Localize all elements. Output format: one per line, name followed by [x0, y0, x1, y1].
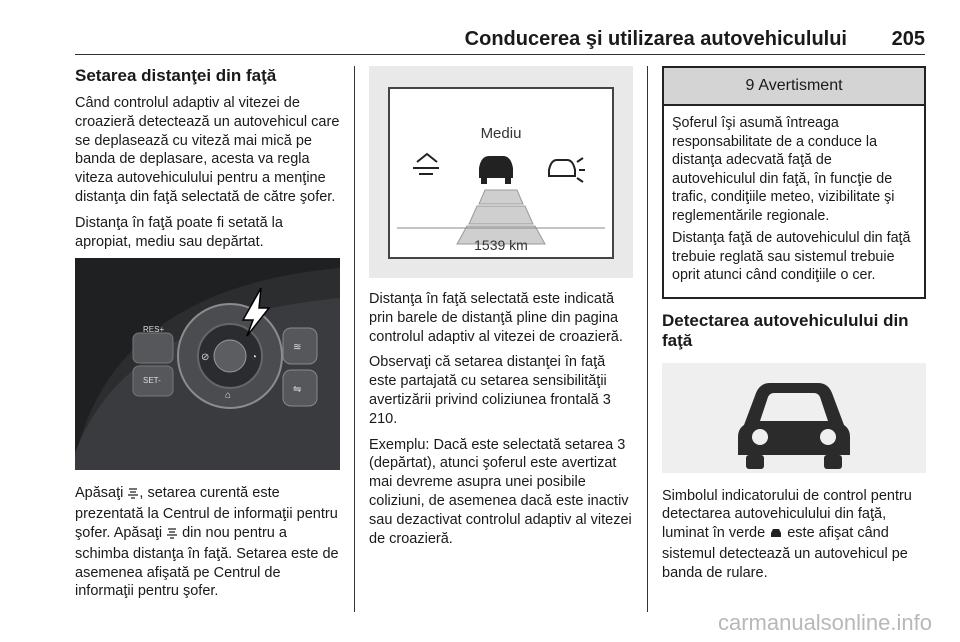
section-heading: Setarea distanţei din faţă	[75, 66, 277, 85]
page-number: 205	[891, 28, 925, 50]
section-heading: Detectarea autovehiculului din faţă	[662, 310, 909, 350]
set-label: SET-	[143, 376, 161, 386]
warning-body	[664, 106, 924, 297]
res-label: RES+	[143, 325, 165, 335]
steering-wheel-photo	[75, 258, 340, 470]
display-mode-label: Mediu	[480, 125, 522, 142]
column-divider	[354, 66, 355, 612]
warning-header	[664, 68, 924, 106]
distance-icon	[127, 486, 139, 505]
page-reference[interactable]: 3 210.	[369, 391, 611, 427]
warning-box	[662, 66, 926, 299]
vehicle-ahead-icon	[769, 526, 783, 545]
column-2	[369, 66, 633, 555]
paragraph: Distanţa în faţă selectată este indicată prin barele de distanţă pline din pagina controlul adaptiv al vitezei de croazieră.	[369, 291, 623, 345]
distance-icon	[166, 526, 178, 545]
warning-paragraph: Şoferul îşi asumă întreaga responsabilitate de a conduce la distanţa adecvată faţă de autovehiculul din faţă, în funcţie de trafic, condiţiile meteo, vizibilitate şi reglementările regionale.	[672, 115, 895, 224]
svg-text:◔: ◔	[251, 352, 258, 364]
page-header	[75, 24, 925, 55]
odometer-reading: 1539 km	[474, 237, 528, 253]
paragraph: Când controlul adaptiv al vitezei de croazieră detectează un autovehicul care se deplasează cu viteză mai mică pe banda de deplasare, acesta va regla viteza autovehiculului pentru a menţine distanţa din faţă selectată de către şofer.	[75, 95, 340, 205]
paragraph: Observaţi că setarea distanţei în faţă este partajată cu setarea sensibilităţii avertizării privind coliziunea frontală 3 210.	[369, 354, 611, 427]
svg-text:⌂: ⌂	[225, 390, 232, 402]
svg-text:⇋: ⇋	[293, 384, 302, 396]
warning-triangle-icon: 9	[745, 77, 755, 94]
svg-text:⊘: ⊘	[201, 352, 210, 364]
column-3	[662, 66, 926, 589]
header-title: Conducerea şi utilizarea autovehiculului	[464, 28, 847, 50]
watermark: carmanualsonline.info	[717, 610, 932, 635]
vehicle-ahead-icon	[738, 383, 850, 469]
paragraph: Simbolul indicatorului de control pentru detectarea autovehiculului din faţă, luminat în verde este afişat când sistemul detectează un autovehicul pe banda de rulare.	[662, 487, 912, 581]
svg-text:≋: ≋	[293, 342, 302, 354]
vehicle-ahead-indicator	[662, 363, 926, 473]
warning-title: Avertisment	[758, 77, 843, 94]
driver-info-display	[369, 66, 633, 278]
paragraph: Apăsaţi , setarea curentă este prezentată la Centrul de informaţii pentru şofer. Apăsaţi din nou pentru a schimba distanţa în faţă. Setarea este de asemenea afişată pe Centrul de informaţii pentru şofer.	[75, 485, 339, 600]
paragraph: Distanţa în faţă poate fi setată la apropiat, mediu sau depărtat.	[75, 214, 283, 250]
column-1	[75, 66, 340, 608]
paragraph: Exemplu: Dacă este selectată setarea 3 (depărtat), atunci şoferul este avertizat mai devreme asupra unei posibile coliziuni, de asemenea dacă este inactiv sau dezactivat controlul adaptiv al vitezei de croazieră.	[369, 436, 632, 547]
column-divider	[647, 66, 648, 612]
warning-paragraph: Distanţa faţă de autovehiculul din faţă trebuie reglată sau sistemul trebuie oprit atunci când condiţiile o cer.	[672, 230, 911, 283]
